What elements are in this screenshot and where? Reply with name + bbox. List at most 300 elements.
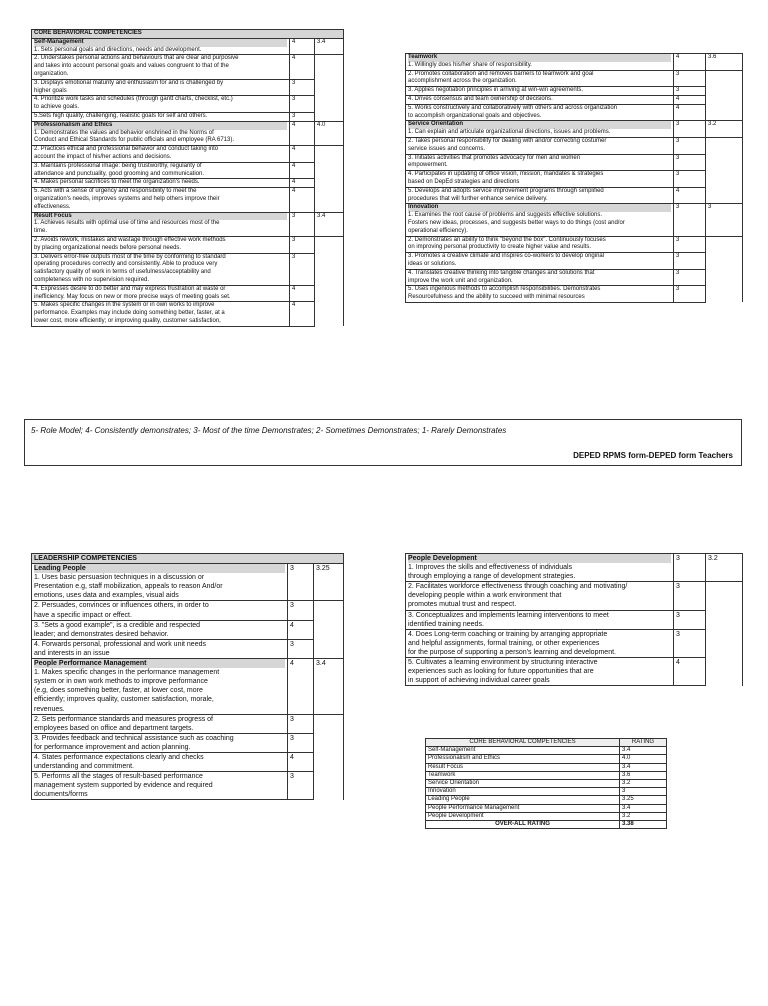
indicator-text (32, 179, 290, 188)
indicator-line: 1. Sets personal goals and directions, needs and development. (34, 46, 202, 53)
competency-average (315, 236, 344, 253)
competency-row (32, 112, 344, 121)
indicator-rating: 4 (290, 179, 315, 188)
competency-row (32, 146, 344, 163)
competency-average (315, 96, 344, 113)
competency-average (314, 752, 344, 771)
indicator-text (406, 54, 674, 71)
indicator-rating: 3 (674, 137, 706, 154)
competency-row (32, 188, 344, 212)
indicator-line: 5. Makes specific changes in the system or in own works to improve (34, 302, 215, 309)
core-behavioral-header: CORE BEHAVIORAL COMPETENCIES (32, 30, 344, 39)
indicator-line: to accomplish organizational goals and objectives. (408, 112, 542, 119)
competency-row (406, 554, 743, 582)
indicator-line: 2. Understakes personal actions and behaviours that are clear and purposive (34, 55, 239, 62)
competency-row (406, 171, 743, 188)
competency-row (32, 620, 344, 639)
indicator-line: 5. Acts with a sense of urgency and responsibility to meet the (34, 188, 197, 195)
indicator-rating: 4 (290, 121, 315, 145)
indicator-line: and interests in an issue (34, 649, 110, 657)
indicator-line: inefficiency. May focus on new or more precise ways of meeting goals set. (34, 293, 231, 300)
indicator-text (406, 95, 674, 104)
indicator-line: employees based on office and department targets. (34, 724, 194, 732)
indicator-text (406, 582, 674, 610)
indicator-line: documents/forms (34, 791, 88, 799)
indicator-rating: 4 (288, 659, 314, 715)
indicator-line: 3. Initiates activities that promotes advocacy for men and women (408, 154, 581, 161)
summary-competency: Teamwork (426, 771, 620, 779)
summary-rating: 4.0 (620, 755, 667, 763)
indicator-rating: 3 (288, 564, 314, 601)
summary-competency: Leading People (426, 796, 620, 804)
indicator-line: on improving personal productivity to create higher value and results. (408, 244, 592, 251)
competency-row (406, 269, 743, 286)
summary-competency: People Development (426, 812, 620, 820)
indicator-line: organization. (34, 70, 69, 77)
competency-row (32, 162, 344, 179)
indicator-line: Conduct and Ethical Standards for public officials and employee (RA 6713). (34, 137, 235, 144)
indicator-text (32, 302, 290, 326)
competency-average (706, 582, 743, 610)
indicator-line: (e.g, does something better, faster, at lower cost, more (34, 687, 203, 695)
competency-name: People Performance Management (34, 659, 285, 668)
competency-row (406, 629, 743, 657)
competency-average: 3.4 (315, 38, 344, 55)
indicator-line: emotions, uses data and examples, visual aids (34, 592, 179, 600)
indicator-line: ideas or solutions. (408, 260, 457, 267)
indicator-text (32, 253, 290, 285)
competency-average (706, 171, 743, 188)
competency-name: Self-Management (34, 39, 287, 47)
indicator-line: 3. Delivers error-free outputs most of the time by conforming to standard (34, 253, 226, 260)
competency-average (706, 610, 743, 629)
competency-average (315, 285, 344, 302)
indicator-line: 1. Makes specific changes in the performance management (34, 669, 220, 677)
summary-competency: Result Focus (426, 763, 620, 771)
summary-competency: People Performance Management (426, 804, 620, 812)
indicator-line: 2. Persuades, convinces or influences others, in order to (34, 602, 209, 610)
indicator-line: time. (34, 228, 48, 235)
indicator-text (406, 154, 674, 171)
overall-rating-label: OVER-ALL RATING (426, 820, 620, 828)
competency-row (406, 154, 743, 171)
competency-row (32, 733, 344, 752)
competency-average (315, 79, 344, 96)
competency-average: 3.2 (706, 121, 743, 138)
indicator-line: for performance improvement and action planning. (34, 743, 191, 751)
summary-rows (426, 747, 667, 821)
summary-row (426, 747, 667, 755)
summary-rating: 3.25 (620, 796, 667, 804)
competency-average (706, 187, 743, 204)
indicator-text (32, 601, 288, 620)
indicator-line: promotes mutual trust and respect. (408, 601, 517, 609)
competency-row (406, 253, 743, 270)
indicator-line: 4. States performance expectations clearly and checks (34, 753, 204, 761)
competency-row (406, 70, 743, 87)
indicator-line: 1. Achieves results with optimal use of time and resources most of the (34, 220, 220, 227)
summary-competency: Service Orientation (426, 779, 620, 787)
competency-average (706, 70, 743, 87)
competency-average: 3.4 (314, 659, 344, 715)
competency-average (706, 658, 743, 686)
competency-average (315, 179, 344, 188)
indicator-text (32, 112, 290, 121)
competency-average (706, 629, 743, 657)
indicator-line: 3. "Sets a good example", is a credible and respected (34, 621, 201, 629)
indicator-line: 5. Uses ingenious methods to accomplish responsibilities. Demonstrates (408, 286, 601, 293)
indicator-line: 2. Promotes collaboration and removes barriers to teamwork and goal (408, 70, 594, 77)
indicator-line: 4. Drives consensus and team ownership of decisions. (408, 95, 553, 102)
competency-name: Service Orientation (408, 121, 671, 129)
competency-average (314, 772, 344, 800)
competency-average (706, 236, 743, 253)
competency-row (32, 236, 344, 253)
indicator-line: Presentation e.g, staff mobilization, appeals to reason And/or (34, 583, 223, 591)
indicator-text (406, 104, 674, 121)
competency-row (32, 601, 344, 620)
competency-row (406, 610, 743, 629)
competency-row (406, 204, 743, 236)
indicator-line: for the purpose of supporting a person's learning and development. (408, 648, 616, 656)
indicator-text (32, 162, 290, 179)
indicator-line: 2. Sets performance standards and measures progress of (34, 715, 213, 723)
core-right-body (406, 54, 743, 303)
indicator-line: 2. Practices ethical and professional behavior and conduct taking into (34, 146, 219, 153)
summary-row (426, 763, 667, 771)
competency-row (406, 236, 743, 253)
competency-average: 3.4 (315, 212, 344, 236)
competency-average (706, 137, 743, 154)
competency-row (32, 212, 344, 236)
indicator-line: revenues. (34, 705, 65, 713)
competency-average (706, 154, 743, 171)
indicator-line: have a specific impact or effect. (34, 611, 132, 619)
indicator-line: 5. Performs all the stages of result-based performance (34, 773, 203, 781)
summary-rating: 3.6 (620, 771, 667, 779)
indicator-line: efficiently; improves quality, customer satisfaction, morale, (34, 696, 214, 704)
indicator-line: and takes into account personal goals and values congruent to that of the (34, 63, 229, 70)
leadership-header: LEADERSHIP COMPETENCIES (32, 554, 344, 564)
indicator-text (32, 79, 290, 96)
competency-name: Result Focus (34, 213, 287, 221)
competency-average (315, 302, 344, 326)
summary-rating: 3.2 (620, 779, 667, 787)
competency-row (32, 55, 344, 79)
competency-name: Professionalism and Ethics (34, 122, 287, 130)
indicator-line: and helpful assignments, formal training, or other experiences (408, 639, 600, 647)
indicator-line: system or in own work methods to improve performance (34, 678, 208, 686)
summary-header-rating: RATING (620, 739, 667, 747)
indicator-rating: 3 (674, 582, 706, 610)
indicator-line: attendance and punctuality, good grooming and communication. (34, 170, 205, 177)
competency-name: Teamwork (408, 54, 671, 62)
indicator-text (32, 236, 290, 253)
core-behavioral-table (31, 29, 344, 327)
indicator-rating: 3 (290, 96, 315, 113)
indicator-line: service issues and concerns. (408, 145, 486, 152)
indicator-rating: 4 (290, 55, 315, 79)
indicator-line: 5.Sets high quality, challenging, realistic goals for self and others. (34, 112, 208, 119)
indicator-line: 1. Improves the skills and effectiveness of individuals (408, 564, 573, 572)
indicator-line: 1. Uses basic persuasion techniques in a discussion or (34, 574, 205, 582)
indicator-text (32, 752, 288, 771)
competency-average (706, 87, 743, 96)
indicator-rating: 4 (674, 54, 706, 71)
indicator-line: 4. Prioritize work tasks and schedules (through gantt charts, checklist, etc.) (34, 96, 233, 103)
indicator-line: 1. Examines the root cause of problems and suggests effective solutions. (408, 212, 602, 219)
indicator-line: identified training needs. (408, 620, 484, 628)
indicator-rating: 4 (674, 187, 706, 204)
competency-average (706, 269, 743, 286)
indicator-line: account the impact of his/her actions and decisions. (34, 153, 172, 160)
core-left-body (32, 30, 344, 327)
indicator-text (406, 286, 674, 303)
indicator-line: 3. Promotes a creative climate and inspires co-workers to develop original (408, 253, 605, 260)
competency-average (314, 620, 344, 639)
competency-row (32, 659, 344, 715)
indicator-line: 4. Expresses desire to do better and may express frustration at waste or (34, 285, 226, 292)
indicator-rating: 3 (674, 87, 706, 96)
indicator-text (406, 171, 674, 188)
people-development-body (406, 554, 743, 686)
summary-header-competency: CORE BEHAVIORAL COMPETENCIES (426, 739, 620, 747)
indicator-line: to achieve goals. (34, 104, 80, 111)
indicator-text (32, 96, 290, 113)
competency-row (406, 54, 743, 71)
indicator-rating: 4 (290, 38, 315, 55)
indicator-line: Fosters new ideas, processes, and suggests better ways to do things (cost and/or (408, 219, 625, 226)
summary-row (426, 796, 667, 804)
indicator-line: in support of achieving individual career goals (408, 677, 550, 685)
competency-average: 3 (706, 204, 743, 236)
indicator-line: 3. Displays emotional maturity and enthusiasm for and is challenged by (34, 79, 224, 86)
indicator-text (406, 253, 674, 270)
indicator-text (406, 236, 674, 253)
indicator-line: 3. Maintains professional image: being trustworthy, regularity of (34, 162, 202, 169)
rating-summary-table (425, 738, 667, 829)
indicator-line: 1. Demonstrates the values and behavior enshrined in the Norms of (34, 129, 214, 136)
competency-average (706, 104, 743, 121)
indicator-text (32, 188, 290, 212)
indicator-text (406, 658, 674, 686)
indicator-text (32, 121, 290, 145)
competency-average (706, 286, 743, 303)
competency-row (32, 772, 344, 800)
indicator-line: 1. Can explain and articulate organizational directions, issues and problems. (408, 129, 611, 136)
competency-row (32, 285, 344, 302)
indicator-rating: 3 (674, 286, 706, 303)
indicator-rating: 4 (674, 658, 706, 686)
indicator-rating: 4 (290, 162, 315, 179)
competency-row (406, 95, 743, 104)
indicator-rating: 3 (674, 236, 706, 253)
indicator-rating: 3 (674, 154, 706, 171)
indicator-rating: 3 (674, 121, 706, 138)
indicator-rating: 4 (674, 95, 706, 104)
leadership-body (32, 554, 344, 800)
indicator-line: through employing a range of development strategies. (408, 573, 576, 581)
competency-average: 4.0 (315, 121, 344, 145)
indicator-line: 5. Cultivates a learning environment by structuring interactive (408, 659, 598, 667)
summary-rating: 3.4 (620, 804, 667, 812)
indicator-line: based on DepEd strategies and directions (408, 178, 520, 185)
competency-row (406, 658, 743, 686)
indicator-rating: 3 (290, 212, 315, 236)
indicator-text (32, 639, 288, 658)
competency-average (315, 162, 344, 179)
indicator-text (32, 714, 288, 733)
indicator-line: operational efficiency). (408, 227, 468, 234)
competency-row (406, 187, 743, 204)
competency-name: Leading People (34, 564, 285, 573)
indicator-rating: 3 (674, 269, 706, 286)
indicator-rating: 3 (288, 639, 314, 658)
indicator-rating: 3 (674, 554, 706, 582)
indicator-text (406, 629, 674, 657)
indicator-text (32, 285, 290, 302)
indicator-text (32, 733, 288, 752)
competency-average: 3.6 (706, 54, 743, 71)
indicator-line: leader; and demonstrates desired behavior. (34, 630, 169, 638)
indicator-line: completeness with no supervision required. (34, 276, 150, 283)
indicator-line: operating procedures correctly and consistently. Able to produce very (34, 261, 218, 268)
indicator-line: lower cost, more efficiently; or improving quality, customer satisfaction, (34, 317, 221, 324)
indicator-line: 3. Conceptualizes and implements learning interventions to meet (408, 611, 609, 619)
indicator-text (32, 564, 288, 601)
indicator-rating: 3 (674, 70, 706, 87)
indicator-rating: 4 (674, 104, 706, 121)
indicator-rating: 4 (290, 302, 315, 326)
indicator-rating: 3 (674, 204, 706, 236)
indicator-rating: 3 (288, 601, 314, 620)
competency-row (32, 253, 344, 285)
competency-row (32, 96, 344, 113)
indicator-rating: 3 (288, 772, 314, 800)
competency-row (406, 121, 743, 138)
competency-average (315, 112, 344, 121)
indicator-line: 5. Develops and adopts service improvement programs through simplified (408, 187, 604, 194)
indicator-rating: 3 (288, 714, 314, 733)
summary-competency: Self-Management (426, 747, 620, 755)
summary-rating: 3.4 (620, 747, 667, 755)
indicator-rating: 3 (674, 171, 706, 188)
indicator-line: 3. Provides feedback and technical assistance such as coaching (34, 734, 234, 742)
indicator-line: Resourcefulness and the ability to succeed with minimal resources (408, 294, 585, 301)
competency-average (315, 146, 344, 163)
indicator-text (406, 87, 674, 96)
competency-average (314, 601, 344, 620)
competency-average (315, 253, 344, 285)
competency-row (32, 714, 344, 733)
summary-competency: Professionalism and Ethics (426, 755, 620, 763)
people-development-table (405, 553, 743, 686)
indicator-text (406, 137, 674, 154)
indicator-rating: 3 (674, 629, 706, 657)
competency-row (32, 564, 344, 601)
indicator-line: 4. Forwards personal, professional and work unit needs (34, 640, 206, 648)
competency-average: 3.2 (706, 554, 743, 582)
indicator-text (32, 38, 290, 55)
leadership-table (31, 553, 344, 800)
indicator-text (406, 121, 674, 138)
summary-row (426, 812, 667, 820)
competency-row (406, 87, 743, 96)
indicator-line: effectiveness. (34, 203, 71, 210)
indicator-line: management system supported by evidence and required (34, 782, 213, 790)
competency-average (314, 733, 344, 752)
indicator-line: 2. Takes personal responsibility for dealing with and/or correcting costumer (408, 137, 607, 144)
indicator-line: developing people within a work environment that (408, 592, 562, 600)
indicator-text (406, 610, 674, 629)
indicator-line: satisfactory quality of work in terms of usefulness/acceptability and (34, 269, 211, 276)
indicator-line: procedures that will further enhance service delivery. (408, 195, 548, 202)
competency-row (406, 137, 743, 154)
indicator-line: improve the work unit and organization. (408, 277, 513, 284)
indicator-text (406, 204, 674, 236)
competency-average (706, 253, 743, 270)
indicator-line: understanding and commitment. (34, 763, 134, 771)
indicator-rating: 4 (288, 620, 314, 639)
indicator-rating: 4 (290, 146, 315, 163)
indicator-line: 5. Works constructively and collaboratively with others and across organization (408, 104, 617, 111)
competency-row (32, 79, 344, 96)
competency-average (314, 639, 344, 658)
competency-row (32, 302, 344, 326)
indicator-text (32, 772, 288, 800)
rating-legend (24, 419, 742, 466)
competency-average (706, 95, 743, 104)
indicator-rating: 3 (288, 733, 314, 752)
indicator-line: 2. Facilitates workforce effectiveness through coaching and motivating/ (408, 583, 628, 591)
indicator-line: empowerment. (408, 162, 448, 169)
indicator-text (406, 187, 674, 204)
competency-average: 3.25 (314, 564, 344, 601)
indicator-rating: 3 (290, 253, 315, 285)
indicator-line: experiences such as looking for future opportunities that are (408, 668, 594, 676)
indicator-text (406, 269, 674, 286)
summary-row (426, 755, 667, 763)
summary-rating: 3 (620, 788, 667, 796)
indicator-rating: 4 (290, 188, 315, 212)
indicator-line: 3. Applies negotiation principles in arriving at win-win agreements. (408, 87, 584, 94)
summary-row (426, 771, 667, 779)
summary-row (426, 779, 667, 787)
indicator-rating: 4 (288, 752, 314, 771)
summary-competency: Innovation (426, 788, 620, 796)
competency-average (315, 55, 344, 79)
indicator-line: 4. Participates in updating of office vision, mission, mandates & strategies (408, 171, 604, 178)
core-behavioral-right-table (405, 53, 743, 303)
indicator-text (32, 620, 288, 639)
competency-row (406, 582, 743, 610)
indicator-line: 4. Makes personal sacrifices to meet the organization's needs. (34, 179, 200, 186)
indicator-line: accomplishment across the organization. (408, 78, 517, 85)
indicator-text (406, 70, 674, 87)
indicator-text (32, 212, 290, 236)
indicator-line: 1. Willingly does his/her share of responsibility. (408, 61, 532, 68)
indicator-rating: 3 (290, 112, 315, 121)
indicator-rating: 3 (674, 253, 706, 270)
summary-rating: 3.2 (620, 812, 667, 820)
indicator-line: by placing organizational needs before personal needs. (34, 244, 182, 251)
competency-row (32, 38, 344, 55)
competency-row (32, 752, 344, 771)
competency-row (406, 286, 743, 303)
indicator-rating: 3 (674, 610, 706, 629)
competency-row (32, 121, 344, 145)
rating-scale-text: 5- Role Model; 4- Consistently demonstrates; 3- Most of the time Demonstrates; 2- Sometimes Demonstrates; 1- Rarely Demonstrates (31, 426, 507, 435)
